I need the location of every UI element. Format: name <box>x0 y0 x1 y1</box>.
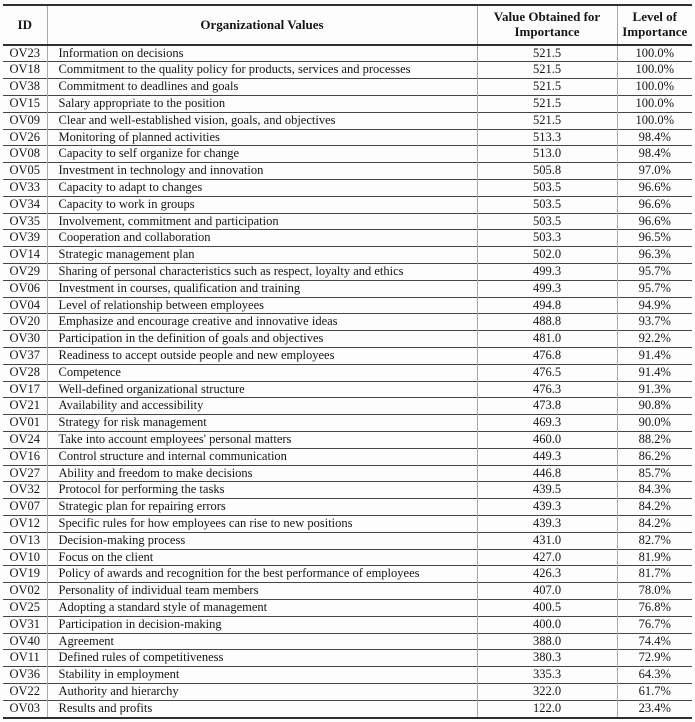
table-row <box>3 62 692 79</box>
cell-id: OV25 <box>3 599 47 616</box>
cell-id: OV05 <box>3 163 47 180</box>
column-header-level-of-importance: Level of Importance <box>617 5 692 45</box>
cell-value-obtained: 476.8 <box>477 348 617 365</box>
cell-id: OV02 <box>3 583 47 600</box>
table-row <box>3 364 692 381</box>
table-row <box>3 79 692 96</box>
table-row <box>3 415 692 432</box>
cell-value-obtained: 388.0 <box>477 633 617 650</box>
cell-id: OV09 <box>3 112 47 129</box>
cell-organizational-value: Commitment to deadlines and goals <box>47 79 477 96</box>
cell-level-of-importance: 64.3% <box>617 667 692 684</box>
cell-id: OV16 <box>3 448 47 465</box>
cell-id: OV15 <box>3 96 47 113</box>
cell-value-obtained: 521.5 <box>477 45 617 62</box>
cell-organizational-value: Availability and accessibility <box>47 398 477 415</box>
cell-organizational-value: Defined rules of competitiveness <box>47 650 477 667</box>
cell-level-of-importance: 92.2% <box>617 331 692 348</box>
cell-id: OV11 <box>3 650 47 667</box>
cell-id: OV20 <box>3 314 47 331</box>
cell-value-obtained: 481.0 <box>477 331 617 348</box>
cell-level-of-importance: 100.0% <box>617 45 692 62</box>
table-row <box>3 633 692 650</box>
cell-id: OV26 <box>3 129 47 146</box>
cell-organizational-value: Involvement, commitment and participation <box>47 213 477 230</box>
cell-id: OV24 <box>3 431 47 448</box>
cell-id: OV07 <box>3 499 47 516</box>
cell-id: OV38 <box>3 79 47 96</box>
cell-value-obtained: 499.3 <box>477 264 617 281</box>
table-row <box>3 431 692 448</box>
cell-level-of-importance: 82.7% <box>617 532 692 549</box>
cell-level-of-importance: 96.6% <box>617 196 692 213</box>
cell-value-obtained: 476.3 <box>477 381 617 398</box>
cell-level-of-importance: 95.7% <box>617 264 692 281</box>
table-row <box>3 96 692 113</box>
cell-id: OV01 <box>3 415 47 432</box>
cell-organizational-value: Participation in decision-making <box>47 616 477 633</box>
cell-value-obtained: 122.0 <box>477 700 617 717</box>
cell-level-of-importance: 76.7% <box>617 616 692 633</box>
cell-level-of-importance: 98.4% <box>617 146 692 163</box>
cell-value-obtained: 502.0 <box>477 247 617 264</box>
cell-organizational-value: Salary appropriate to the position <box>47 96 477 113</box>
cell-id: OV34 <box>3 196 47 213</box>
cell-level-of-importance: 100.0% <box>617 96 692 113</box>
table-header <box>3 5 692 45</box>
cell-level-of-importance: 96.6% <box>617 180 692 197</box>
table-row <box>3 482 692 499</box>
cell-level-of-importance: 81.9% <box>617 549 692 566</box>
cell-id: OV06 <box>3 280 47 297</box>
column-header-value-obtained: Value Obtained for Importance <box>477 5 617 45</box>
cell-organizational-value: Cooperation and collaboration <box>47 230 477 247</box>
cell-organizational-value: Results and profits <box>47 700 477 717</box>
cell-value-obtained: 513.0 <box>477 146 617 163</box>
cell-value-obtained: 427.0 <box>477 549 617 566</box>
cell-value-obtained: 521.5 <box>477 112 617 129</box>
cell-value-obtained: 499.3 <box>477 280 617 297</box>
cell-level-of-importance: 76.8% <box>617 599 692 616</box>
cell-organizational-value: Level of relationship between employees <box>47 297 477 314</box>
cell-level-of-importance: 74.4% <box>617 633 692 650</box>
cell-organizational-value: Capacity to self organize for change <box>47 146 477 163</box>
table-row <box>3 566 692 583</box>
table-row <box>3 213 692 230</box>
cell-organizational-value: Participation in the definition of goals and objectives <box>47 331 477 348</box>
cell-level-of-importance: 84.2% <box>617 499 692 516</box>
cell-id: OV13 <box>3 532 47 549</box>
cell-organizational-value: Sharing of personal characteristics such as respect, loyalty and ethics <box>47 264 477 281</box>
cell-level-of-importance: 100.0% <box>617 62 692 79</box>
cell-value-obtained: 449.3 <box>477 448 617 465</box>
cell-id: OV12 <box>3 515 47 532</box>
cell-value-obtained: 503.5 <box>477 196 617 213</box>
cell-value-obtained: 446.8 <box>477 465 617 482</box>
cell-id: OV17 <box>3 381 47 398</box>
table-row <box>3 616 692 633</box>
cell-id: OV29 <box>3 264 47 281</box>
cell-id: OV04 <box>3 297 47 314</box>
cell-level-of-importance: 86.2% <box>617 448 692 465</box>
cell-level-of-importance: 85.7% <box>617 465 692 482</box>
cell-value-obtained: 494.8 <box>477 297 617 314</box>
cell-organizational-value: Commitment to the quality policy for products, services and processes <box>47 62 477 79</box>
table-row <box>3 314 692 331</box>
table-body <box>3 45 692 718</box>
cell-level-of-importance: 100.0% <box>617 112 692 129</box>
cell-organizational-value: Focus on the client <box>47 549 477 566</box>
cell-value-obtained: 431.0 <box>477 532 617 549</box>
cell-level-of-importance: 94.9% <box>617 297 692 314</box>
table-row <box>3 532 692 549</box>
table-row <box>3 583 692 600</box>
table-row <box>3 515 692 532</box>
cell-id: OV28 <box>3 364 47 381</box>
cell-value-obtained: 505.8 <box>477 163 617 180</box>
cell-id: OV37 <box>3 348 47 365</box>
table-row <box>3 230 692 247</box>
table-row <box>3 448 692 465</box>
cell-level-of-importance: 96.3% <box>617 247 692 264</box>
cell-level-of-importance: 91.4% <box>617 364 692 381</box>
table-row <box>3 280 692 297</box>
table-row <box>3 398 692 415</box>
cell-organizational-value: Investment in courses, qualification and training <box>47 280 477 297</box>
cell-level-of-importance: 93.7% <box>617 314 692 331</box>
cell-level-of-importance: 98.4% <box>617 129 692 146</box>
table-row <box>3 45 692 62</box>
cell-level-of-importance: 72.9% <box>617 650 692 667</box>
cell-value-obtained: 335.3 <box>477 667 617 684</box>
cell-id: OV19 <box>3 566 47 583</box>
cell-organizational-value: Control structure and internal communication <box>47 448 477 465</box>
table-row <box>3 180 692 197</box>
table-row <box>3 381 692 398</box>
table-row <box>3 112 692 129</box>
cell-id: OV08 <box>3 146 47 163</box>
cell-organizational-value: Agreement <box>47 633 477 650</box>
cell-id: OV27 <box>3 465 47 482</box>
cell-level-of-importance: 84.2% <box>617 515 692 532</box>
cell-value-obtained: 521.5 <box>477 79 617 96</box>
cell-level-of-importance: 96.6% <box>617 213 692 230</box>
table-row <box>3 650 692 667</box>
cell-value-obtained: 400.0 <box>477 616 617 633</box>
cell-level-of-importance: 91.3% <box>617 381 692 398</box>
cell-level-of-importance: 95.7% <box>617 280 692 297</box>
cell-level-of-importance: 88.2% <box>617 431 692 448</box>
cell-value-obtained: 488.8 <box>477 314 617 331</box>
cell-organizational-value: Adopting a standard style of management <box>47 599 477 616</box>
table-row <box>3 331 692 348</box>
cell-organizational-value: Ability and freedom to make decisions <box>47 465 477 482</box>
cell-value-obtained: 473.8 <box>477 398 617 415</box>
table-row <box>3 465 692 482</box>
cell-organizational-value: Readiness to accept outside people and new employees <box>47 348 477 365</box>
cell-value-obtained: 513.3 <box>477 129 617 146</box>
cell-id: OV03 <box>3 700 47 717</box>
cell-id: OV31 <box>3 616 47 633</box>
cell-level-of-importance: 84.3% <box>617 482 692 499</box>
table-row <box>3 683 692 700</box>
cell-id: OV10 <box>3 549 47 566</box>
cell-organizational-value: Strategic management plan <box>47 247 477 264</box>
cell-value-obtained: 426.3 <box>477 566 617 583</box>
cell-id: OV14 <box>3 247 47 264</box>
cell-organizational-value: Authority and hierarchy <box>47 683 477 700</box>
cell-organizational-value: Take into account employees' personal matters <box>47 431 477 448</box>
cell-organizational-value: Personality of individual team members <box>47 583 477 600</box>
cell-value-obtained: 460.0 <box>477 431 617 448</box>
cell-value-obtained: 439.5 <box>477 482 617 499</box>
cell-id: OV40 <box>3 633 47 650</box>
cell-organizational-value: Competence <box>47 364 477 381</box>
cell-organizational-value: Strategic plan for repairing errors <box>47 499 477 516</box>
cell-organizational-value: Strategy for risk management <box>47 415 477 432</box>
cell-value-obtained: 503.3 <box>477 230 617 247</box>
cell-value-obtained: 521.5 <box>477 96 617 113</box>
cell-level-of-importance: 96.5% <box>617 230 692 247</box>
table-row <box>3 129 692 146</box>
table-row <box>3 264 692 281</box>
cell-id: OV32 <box>3 482 47 499</box>
header-row <box>3 5 692 45</box>
column-header-id: ID <box>3 5 47 45</box>
cell-value-obtained: 503.5 <box>477 180 617 197</box>
cell-value-obtained: 400.5 <box>477 599 617 616</box>
table-row <box>3 499 692 516</box>
cell-value-obtained: 521.5 <box>477 62 617 79</box>
cell-value-obtained: 503.5 <box>477 213 617 230</box>
cell-level-of-importance: 23.4% <box>617 700 692 717</box>
cell-id: OV35 <box>3 213 47 230</box>
table-row <box>3 549 692 566</box>
cell-organizational-value: Capacity to work in groups <box>47 196 477 213</box>
cell-value-obtained: 380.3 <box>477 650 617 667</box>
cell-organizational-value: Emphasize and encourage creative and innovative ideas <box>47 314 477 331</box>
cell-level-of-importance: 90.8% <box>617 398 692 415</box>
column-header-organizational-values: Organizational Values <box>47 5 477 45</box>
table-row <box>3 247 692 264</box>
cell-level-of-importance: 78.0% <box>617 583 692 600</box>
cell-level-of-importance: 91.4% <box>617 348 692 365</box>
cell-value-obtained: 476.5 <box>477 364 617 381</box>
cell-value-obtained: 322.0 <box>477 683 617 700</box>
cell-organizational-value: Well-defined organizational structure <box>47 381 477 398</box>
cell-value-obtained: 407.0 <box>477 583 617 600</box>
cell-organizational-value: Monitoring of planned activities <box>47 129 477 146</box>
table-row <box>3 163 692 180</box>
cell-value-obtained: 439.3 <box>477 499 617 516</box>
cell-id: OV39 <box>3 230 47 247</box>
cell-id: OV22 <box>3 683 47 700</box>
cell-level-of-importance: 90.0% <box>617 415 692 432</box>
table-row <box>3 297 692 314</box>
table-row <box>3 348 692 365</box>
cell-value-obtained: 439.3 <box>477 515 617 532</box>
table-row <box>3 599 692 616</box>
cell-id: OV33 <box>3 180 47 197</box>
table-row <box>3 700 692 717</box>
cell-organizational-value: Stability in employment <box>47 667 477 684</box>
cell-organizational-value: Policy of awards and recognition for the best performance of employees <box>47 566 477 583</box>
cell-level-of-importance: 100.0% <box>617 79 692 96</box>
cell-organizational-value: Capacity to adapt to changes <box>47 180 477 197</box>
cell-organizational-value: Investment in technology and innovation <box>47 163 477 180</box>
cell-organizational-value: Specific rules for how employees can rise to new positions <box>47 515 477 532</box>
cell-level-of-importance: 61.7% <box>617 683 692 700</box>
table-row <box>3 667 692 684</box>
cell-id: OV23 <box>3 45 47 62</box>
cell-organizational-value: Protocol for performing the tasks <box>47 482 477 499</box>
organizational-values-table <box>3 4 692 719</box>
cell-id: OV30 <box>3 331 47 348</box>
cell-id: OV21 <box>3 398 47 415</box>
cell-organizational-value: Information on decisions <box>47 45 477 62</box>
cell-value-obtained: 469.3 <box>477 415 617 432</box>
cell-id: OV36 <box>3 667 47 684</box>
cell-id: OV18 <box>3 62 47 79</box>
cell-organizational-value: Clear and well-established vision, goals, and objectives <box>47 112 477 129</box>
cell-level-of-importance: 81.7% <box>617 566 692 583</box>
cell-organizational-value: Decision-making process <box>47 532 477 549</box>
table-row <box>3 146 692 163</box>
cell-level-of-importance: 97.0% <box>617 163 692 180</box>
table-row <box>3 196 692 213</box>
